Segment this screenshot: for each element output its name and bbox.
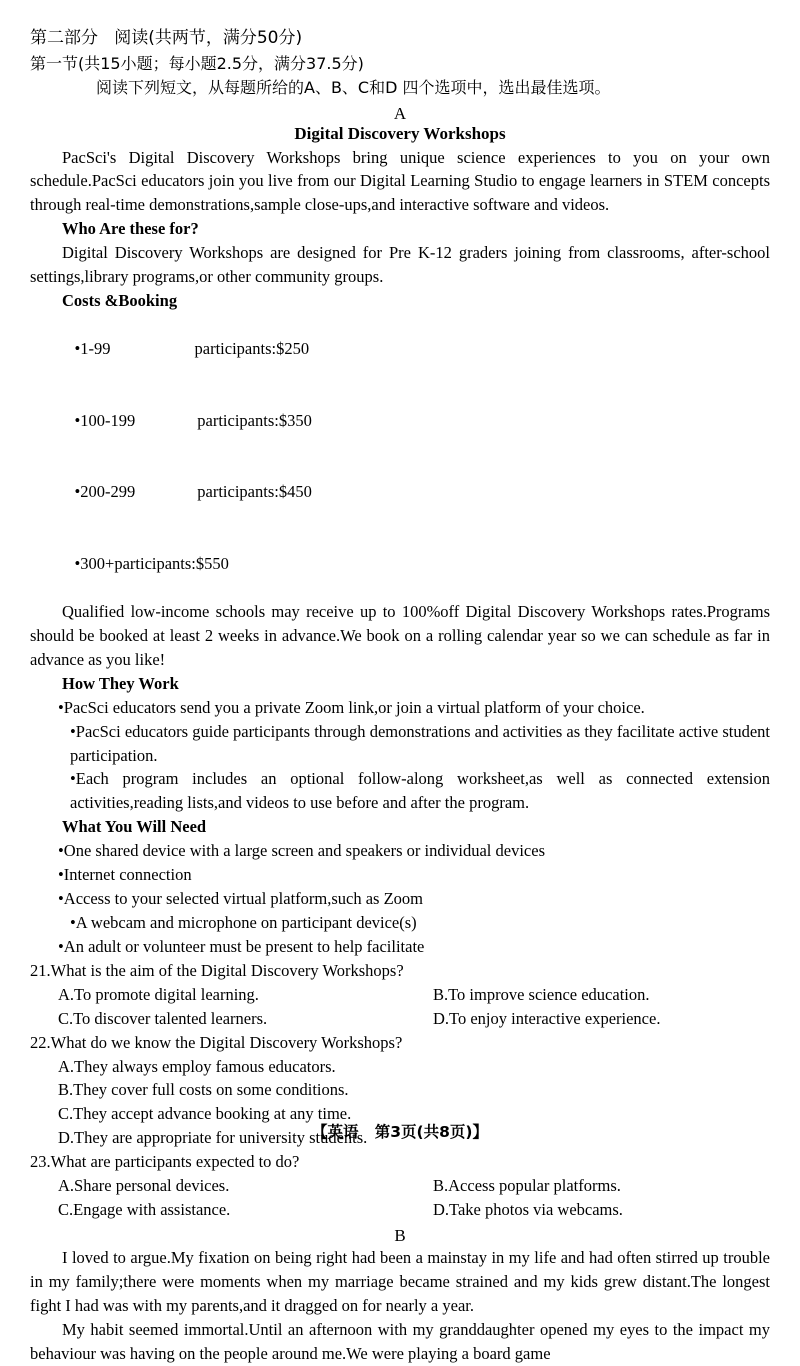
option-21-a[interactable]: A.To promote digital learning.	[58, 984, 259, 1004]
option-22-a[interactable]: A.They always employ famous educators.	[58, 1056, 336, 1076]
cost-row	[30, 456, 770, 528]
question-23-options-row	[30, 1198, 770, 1222]
question-stem-23: 23.What are participants expected to do?	[30, 1152, 300, 1172]
cost-row	[30, 528, 770, 600]
passage-a-intro: PacSci's Digital Discovery Workshops bring unique science experiences to you on your own schedule.PacSci educators join you live from our Digital Learning Studio to engage learners in STEM concepts through real-time demonstrations,sample close-ups,and interactive software and videos.	[30, 147, 770, 215]
option-22-c[interactable]: C.They accept advance booking at any time.	[58, 1104, 352, 1124]
option-23-d[interactable]: D.Take photos via webcams.	[433, 1200, 623, 1220]
option-21-d[interactable]: D.To enjoy interactive experience.	[433, 1008, 661, 1028]
cost-row	[30, 385, 770, 457]
need-item: •Access to your selected virtual platform,such as Zoom	[58, 889, 424, 909]
heading-who-are-these-for: Who Are these for?	[62, 219, 199, 239]
question-23-options-row	[30, 1174, 770, 1198]
page-footer: 【英语 第3页(共8页)】	[312, 1123, 488, 1141]
cost-label: participants:$250	[194, 338, 310, 358]
need-item: •One shared device with a large screen and speakers or individual devices	[58, 841, 545, 861]
section-instruction: 阅读下列短文，从每题所给的A、B、C和D 四个选项中，选出最佳选项。	[96, 77, 611, 97]
passage-b-paragraph: My habit seemed immortal.Until an afternoon with my granddaughter opened my eyes to the impact my behaviour was having on the people around me.We were playing a board game	[30, 1319, 770, 1363]
need-item: •An adult or volunteer must be present to help facilitate	[58, 936, 425, 956]
cost-label: participants:$350	[197, 410, 312, 430]
how-item: •Each program includes an optional follow-along worksheet,as well as connected extension activities,reading lists,and videos to use before and after the program.	[70, 769, 770, 813]
cost-row	[30, 313, 770, 385]
passage-a-costs-note: Qualified low-income schools may receive up to 100%off Digital Discovery Workshops rates.Programs should be booked at least 2 weeks in advance.We book on a rolling calendar year so we can schedule as far in advance as you like!	[30, 602, 770, 669]
question-21-options-row	[30, 1007, 770, 1031]
option-22-b[interactable]: B.They cover full costs on some conditions.	[58, 1080, 349, 1100]
passage-b-paragraph: I loved to argue.My fixation on being right had been a mainstay in my life and had often stirred up trouble in my family;there were moments when my marriage became strained and my kids grew distant.The longest fight I had was with my parents,and it dragged on for nearly a year.	[30, 1247, 770, 1315]
how-item: •PacSci educators guide participants through demonstrations and activities as they facilitate active student participation.	[70, 721, 770, 765]
passage-a-title: Digital Discovery Workshops	[294, 123, 506, 143]
question-stem-22: 22.What do we know the Digital Discovery Workshops?	[30, 1032, 403, 1052]
heading-how-they-work: How They Work	[62, 673, 179, 693]
need-item: •Internet connection	[58, 865, 192, 885]
passage-a-who-text: Digital Discovery Workshops are designed for Pre K-12 graders joining from classrooms, after-school settings,library programs,or other community groups.	[30, 243, 770, 287]
cost-range: •200-299	[74, 482, 136, 502]
option-21-c[interactable]: C.To discover talented learners.	[58, 1008, 268, 1028]
option-23-c[interactable]: C.Engage with assistance.	[58, 1200, 231, 1220]
section-title: 第一节(共15小题；每小题2.5分，满分37.5分)	[30, 53, 364, 73]
how-item: •PacSci educators send you a private Zoom link,or join a virtual platform of your choice.	[58, 697, 645, 717]
cost-range: •1-99	[74, 338, 111, 358]
heading-costs-booking: Costs &Booking	[62, 291, 178, 311]
option-23-b[interactable]: B.Access popular platforms.	[433, 1176, 621, 1196]
passage-b-letter: B	[394, 1225, 406, 1245]
option-23-a[interactable]: A.Share personal devices.	[58, 1176, 230, 1196]
cost-range: •100-199	[74, 410, 136, 430]
option-21-b[interactable]: B.To improve science education.	[433, 984, 650, 1004]
need-item: •A webcam and microphone on participant device(s)	[70, 913, 417, 932]
cost-range: •300+participants:$550	[74, 554, 229, 574]
part-title: 第二部分 阅读(共两节，满分50分)	[30, 28, 303, 48]
option-22-d[interactable]: D.They are appropriate for university students.	[58, 1128, 368, 1148]
passage-a-letter: A	[393, 103, 407, 123]
question-21-options-row	[30, 983, 770, 1007]
heading-what-you-will-need: What You Will Need	[62, 817, 207, 837]
cost-label: participants:$450	[197, 482, 312, 502]
question-stem-21: 21.What is the aim of the Digital Discovery Workshops?	[30, 960, 404, 980]
